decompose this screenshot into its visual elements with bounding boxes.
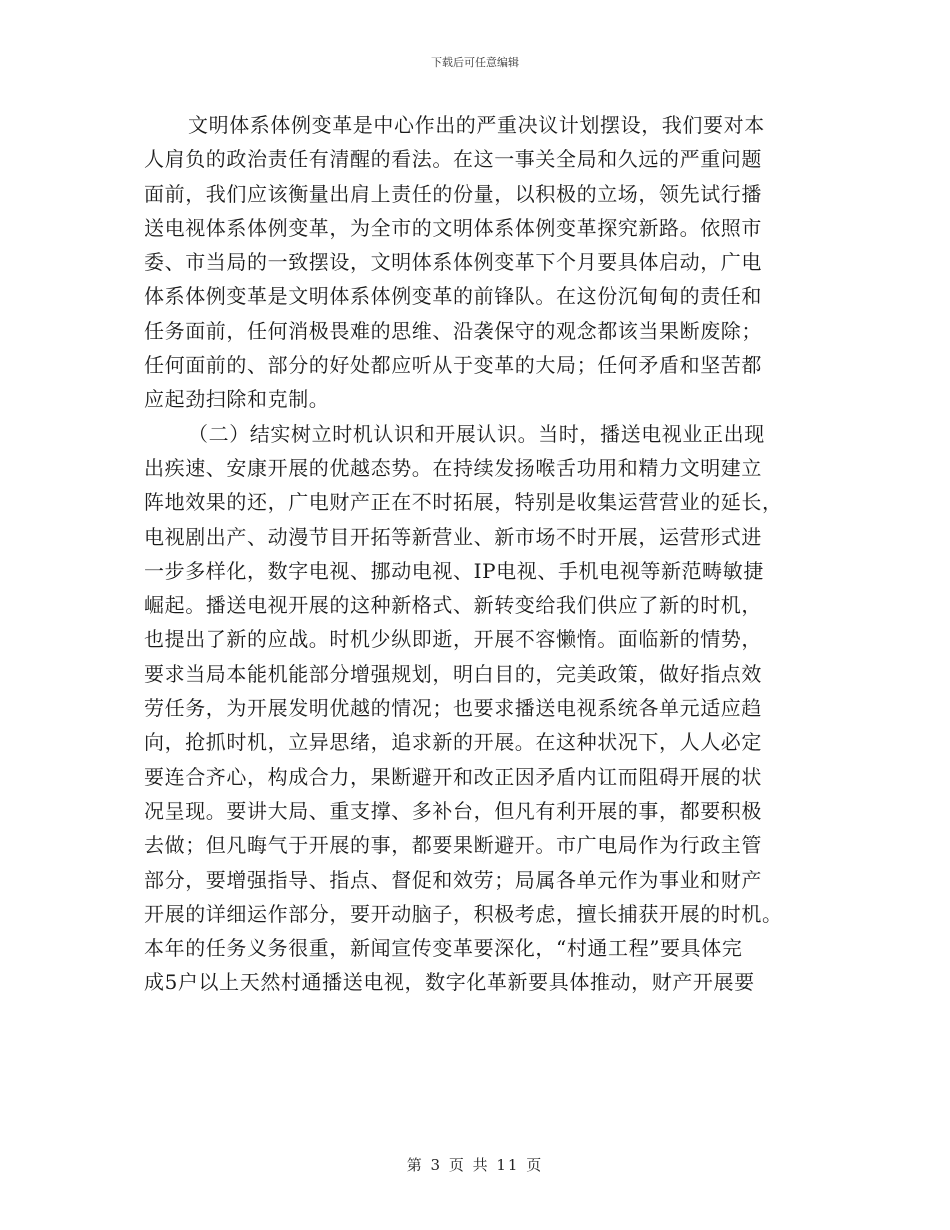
paragraph-line: 文明体系体例变革是中心作出的严重决议计划摆设，我们要对本 (188, 113, 765, 137)
paragraph-line: 劳任务，为开展发明优越的情况；也要求播送电视系统各单元适应趋 (144, 696, 762, 721)
paragraph-line: 要求当局本能机能部分增强规划，明白目的，完美政策，做好指点效 (144, 661, 762, 686)
paragraph-line: 任何面前的、部分的好处都应听从于变革的大局；任何矛盾和坚苦都 (144, 353, 762, 378)
paragraph-line: 一步多样化，数字电视、挪动电视、IP电视、手机电视等新范畴敏捷 (144, 558, 764, 583)
paragraph-line: 本年的任务义务很重，新闻宣传变革要深化，“村通工程”要具体完 (144, 936, 743, 961)
paragraph-line: 面前，我们应该衡量出肩上责任的份量，以积极的立场，领先试行播 (144, 181, 762, 206)
paragraph-line: 要连合齐心，构成合力，果断避开和改正因矛盾内讧而阻碍开展的状 (144, 764, 762, 789)
paragraph-2 (144, 417, 806, 1000)
paragraph-line: 体系体例变革是文明体系体例变革的前锋队。在这份沉甸甸的责任和 (144, 284, 762, 309)
paragraph-line: 送电视体系体例变革，为全市的文明体系体例变革探究新路。依照市 (144, 215, 762, 240)
paragraph-line: 也提出了新的应战。时机少纵即逝，开展不容懒惰。面临新的情势， (144, 627, 762, 652)
paragraph-line: 部分，要增强指导、指点、督促和效劳；局属各单元作为事业和财产 (144, 867, 762, 892)
paragraph-line: 开展的详细运作部分，要开动脑子，积极考虑，擅长捕获开展的时机。 (144, 901, 783, 926)
paragraph-line: 况呈现。要讲大局、重支撑、多补台，但凡有利开展的事，都要积极 (144, 798, 762, 823)
paragraph-line: 应起劲扫除和克制。 (144, 387, 330, 412)
paragraph-line: 任务面前，任何消极畏难的思维、沿袭保守的观念都该当果断废除； (144, 318, 762, 343)
paragraph-line: （二）结实树立时机认识和开展认识。当时，播送电视业正出现 (188, 421, 765, 446)
paragraph-line: 去做；但凡晦气于开展的事，都要果断避开。市广电局作为行政主管 (144, 833, 762, 858)
paragraph-line: 电视剧出产、动漫节目开拓等新营业、新市场不时开展，运营形式进 (144, 524, 762, 549)
paragraph-line: 向，抢抓时机，立异思绪，追求新的开展。在这种状况下，人人必定 (144, 730, 762, 755)
paragraph-line: 出疾速、安康开展的优越态势。在持续发扬喉舌功用和精力文明建立 (144, 455, 762, 480)
paragraph-line: 阵地效果的还，广电财产正在不时拓展，特别是收集运营营业的延长， (144, 490, 783, 515)
document-body (144, 108, 806, 1000)
page-header: 下载后可任意编辑 (431, 56, 519, 69)
paragraph-1 (144, 108, 806, 417)
paragraph-line: 委、市当局的一致摆设，文明体系体例变革下个月要具体启动，广电 (144, 250, 762, 275)
paragraph-line: 崛起。播送电视开展的这种新格式、新转变给我们供应了新的时机， (144, 593, 762, 618)
paragraph-line: 成5户以上天然村通播送电视，数字化革新要具体推动，财产开展要 (144, 970, 755, 995)
paragraph-line: 人肩负的政治责任有清醒的看法。在这一事关全局和久远的严重问题 (144, 147, 762, 172)
page-number-footer: 第 3 页 共 11 页 (406, 1156, 544, 1174)
